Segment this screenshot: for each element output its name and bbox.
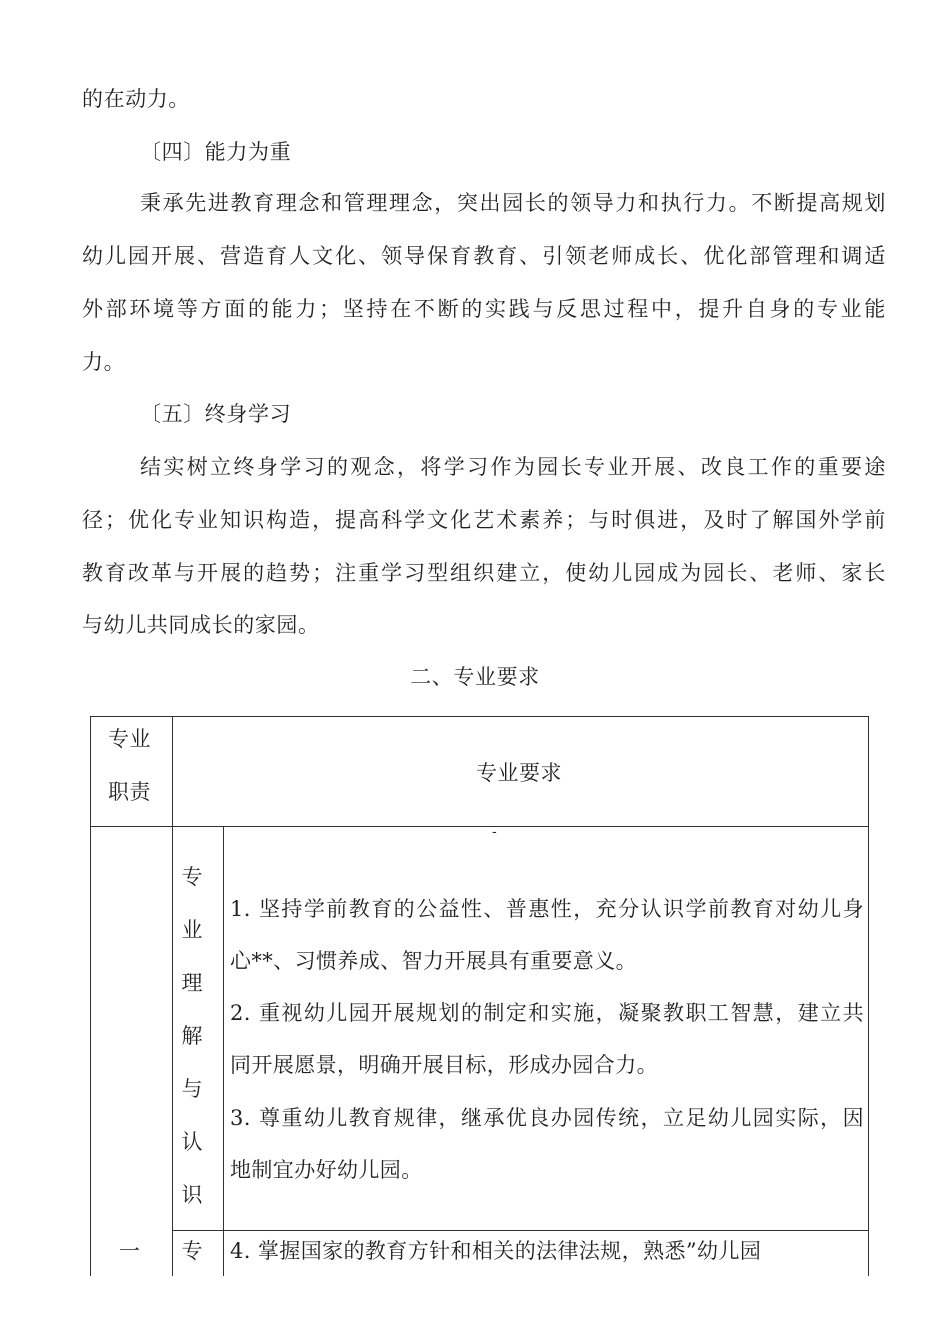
subheading-char: 与 <box>181 1077 203 1101</box>
section-title: 二、专业要求 <box>410 665 540 689</box>
heading-ability: 〔四〕能力为重 <box>140 140 292 164</box>
requirement-line: 地制宜办好幼儿园。 <box>230 1158 423 1182</box>
requirement-line: 同开展愿景，明确开展目标，形成办园合力。 <box>230 1053 658 1077</box>
subheading-char: 解 <box>181 1024 203 1048</box>
paragraph-line: 的在动力。 <box>82 87 190 111</box>
table-border-left <box>90 716 91 1276</box>
dash-mark: - <box>492 824 498 840</box>
subheading-char: 专 <box>181 1239 203 1263</box>
requirement-line: 4. 掌握国家的教育方针和相关的法律法规，熟悉”幼儿园 <box>230 1239 762 1263</box>
table-header-divider <box>90 826 869 827</box>
header-requirements: 专业要求 <box>476 761 562 785</box>
paragraph-line: 秉承先进教育理念和管理理念，突出园长的领导力和执行力。不断提高规划 <box>140 191 886 215</box>
subheading-char: 专 <box>181 865 203 889</box>
subheading-char: 理 <box>181 971 203 995</box>
subheading-char: 识 <box>181 1183 203 1207</box>
heading-lifelong-learning: 〔五〕终身学习 <box>140 402 292 426</box>
requirement-line: 1. 坚持学前教育的公益性、普惠性，充分认识学前教育对幼儿身 <box>230 897 864 921</box>
paragraph-line: 外部环境等方面的能力；坚持在不断的实践与反思过程中，提升自身的专业能 <box>82 297 886 321</box>
requirement-line: 2. 重视幼儿园开展规划的制定和实施，凝聚教职工智慧，建立共 <box>230 1001 864 1025</box>
paragraph-line: 与幼儿共同成长的家园。 <box>82 613 320 637</box>
paragraph-line: 径；优化专业知识构造，提高科学文化艺术素养；与时俱进，及时了解国外学前 <box>82 508 886 532</box>
paragraph-line: 幼儿园开展、营造育人文化、领导保育教育、引领老师成长、优化部管理和调适 <box>82 244 886 268</box>
paragraph-line: 力。 <box>82 350 126 374</box>
requirement-line: 3. 尊重幼儿教育规律，继承优良办园传统，立足幼儿园实际，因 <box>230 1106 864 1130</box>
table-border-top <box>90 716 869 717</box>
table-col-divider <box>172 716 173 1276</box>
subheading-char: 业 <box>181 918 203 942</box>
table-border-right <box>868 716 869 1276</box>
header-duty-line2: 职责 <box>108 780 151 804</box>
header-duty-line1: 专业 <box>108 727 151 751</box>
requirement-line: 心**、习惯养成、智力开展具有重要意义。 <box>230 949 637 973</box>
paragraph-line: 教育改革与开展的趋势；注重学习型组织建立，使幼儿园成为园长、老师、家长 <box>82 561 886 585</box>
row-number: 一 <box>119 1239 141 1263</box>
subheading-char: 认 <box>181 1130 203 1154</box>
table-row-divider <box>172 1230 869 1231</box>
paragraph-line: 结实树立终身学习的观念，将学习作为园长专业开展、改良工作的重要途 <box>140 455 886 479</box>
table-subcol-divider <box>223 826 224 1276</box>
